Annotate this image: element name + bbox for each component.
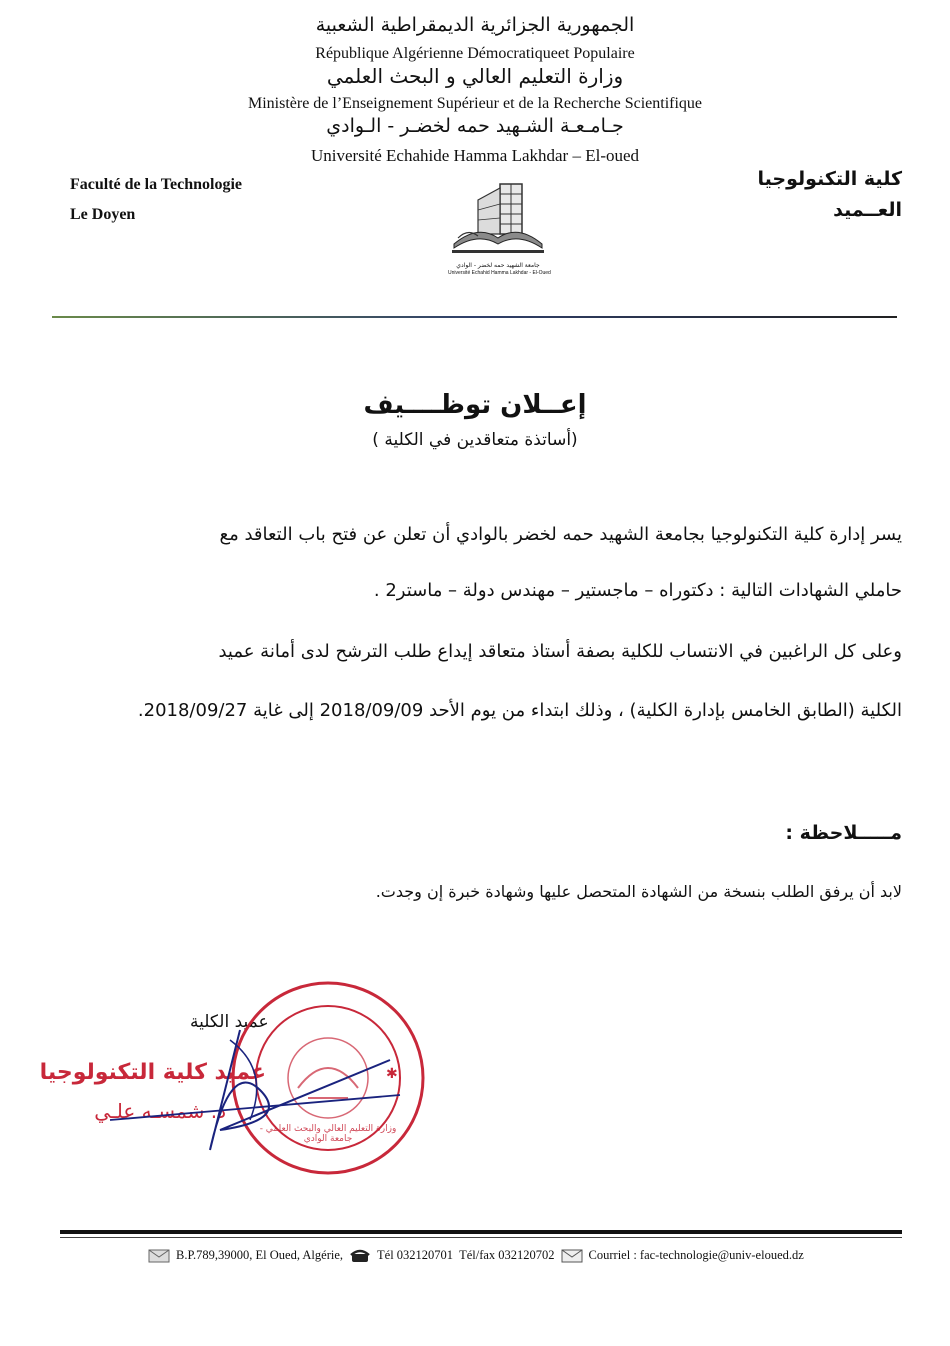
body-line-2: حاملي الشهادات التالية : دكتوراه – ماجستير – مهندس دولة – ماستر2 . [373,580,902,601]
footer-rule-thick [60,1230,902,1234]
note-heading: مـــــلاحظة : [785,822,902,844]
footer-rule-thin [60,1237,902,1238]
handwritten-signature [90,1000,410,1170]
footer-contact [148,1248,804,1263]
footer-telfax: Tél/fax 032120702 [459,1248,555,1262]
header-divider [52,316,897,318]
note-text: لابد أن يرفق الطلب بنسخة من الشهادة المتحصل عليها وشهادة خبرة إن وجدت. [375,882,902,901]
body-line-1: يسر إدارة كلية التكنولوجيا بجامعة الشهيد حمه لخضر بالوادي أن تعلن عن فتح باب التعاقد مع [219,524,902,545]
phone-icon [349,1249,371,1263]
university-logo [448,178,551,276]
building-icon [448,178,548,258]
body-line-3: وعلى كل الراغبين في الانتساب للكلية بصفة أستاذ متعاقد إيداع طلب الترشح لدى أمانة عميد [218,641,902,662]
email-icon [561,1249,583,1263]
logo-caption-ar: جامعة الشهيد حمه لخضر - الوادي [456,262,540,269]
republic-ar: الجمهورية الجزائرية الديمقراطية الشعبية [315,14,635,36]
university-fr: Université Echahide Hamma Lakhdar – El-oued [310,146,640,165]
ministry-fr: Ministère de l’Enseignement Supérieur et de la Recherche Scientifique [247,95,703,112]
faculty-ar: كلية التكنولوجيا [757,168,902,190]
ministry-ar: وزارة التعليم العالي و البحث العلمي [326,64,624,88]
signature-title: عميد الكلية [190,1012,269,1032]
dean-fr: Le Doyen [70,206,136,223]
logo-caption-fr: Université Echahid Hamma Lakhdar - El-Oued [448,270,551,276]
svg-text:✱: ✱ [386,1066,398,1082]
mail-envelope-icon [148,1249,170,1263]
university-ar: جـامـعـة الشـهيد حمه لخضـر - الـوادي [326,115,624,137]
body-line-4: الكلية (الطابق الخامس بإدارة الكلية) ، وذلك ابتداء من يوم الأحد 2018/09/09 إلى غاية 2018/09/27. [137,700,902,721]
footer-email: Courriel : fac-technologie@univ-eloued.dz [588,1248,804,1262]
stamp-line-2: د. شمسـه علـي [94,1099,226,1123]
footer-tel: Tél 032120701 [377,1248,454,1262]
dean-ar: العــميد [833,199,902,221]
republic-fr: République Algérienne Démocratiqueet Populaire [315,45,635,62]
announcement-subtitle: (أساتذة متعاقدين في الكلية ) [372,430,578,450]
stamp-line-1: عميد كلية التكنولوجيا [39,1060,266,1085]
footer-address: B.P.789,39000, El Oued, Algérie, [176,1248,344,1262]
announcement-title: إعــلان توظــــيف [363,390,587,420]
seal-text: وزارة التعليم العالي والبحث العلمي - جامعة الوادي [259,1124,397,1144]
faculty-fr: Faculté de la Technologie [70,176,242,193]
